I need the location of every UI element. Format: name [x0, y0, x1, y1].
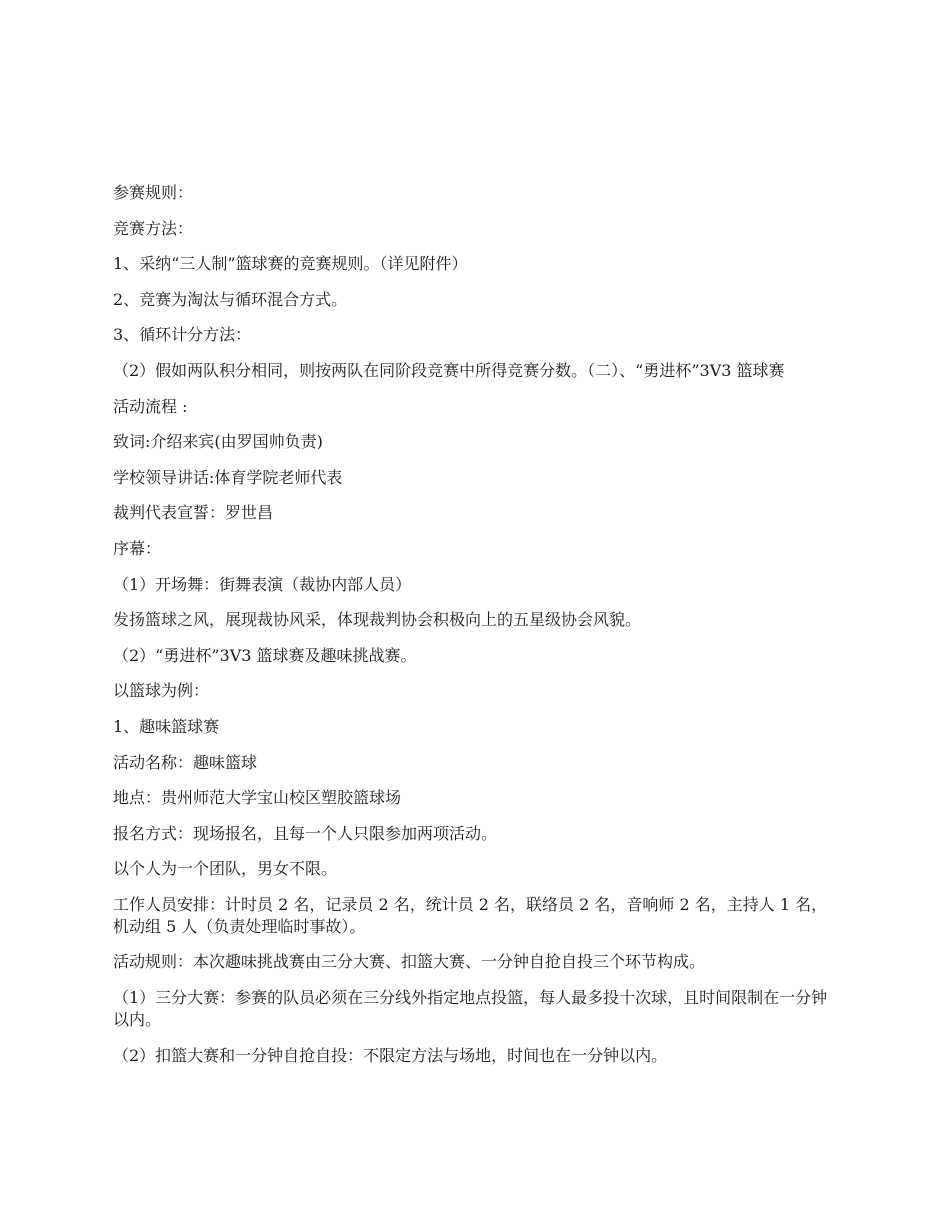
- paragraph-activity-rules: 活动规则：本次趣味挑战赛由三分大赛、扣篮大赛、一分钟自抢自投三个环节构成。: [113, 952, 706, 972]
- paragraph-registration: 报名方式：现场报名，且每一个人只限参加两项活动。: [113, 823, 498, 843]
- paragraph-rule-2: 2、竞赛为淘汰与循环混合方式。: [113, 289, 348, 309]
- paragraph-leader-speech: 学校领导讲话:体育学院老师代表: [113, 467, 343, 487]
- document-body: [113, 182, 841, 1080]
- paragraph-three-point: （1）三分大赛：参赛的队员必须在三分线外指定地点投篮，每人最多投十次球，且时间限制在一分钟以内。: [113, 988, 828, 1030]
- paragraph-cup-games: （2）“勇进杯”3V3 篮球赛及趣味挑战赛。: [113, 645, 417, 665]
- paragraph-location: 地点：贵州师范大学宝山校区塑胶篮球场: [113, 788, 402, 808]
- paragraph-prelude: 序幕：: [113, 538, 162, 558]
- paragraph-referee-oath: 裁判代表宣誓：罗世昌: [113, 503, 274, 523]
- paragraph-staff: 工作人员安排：计时员 2 名，记录员 2 名，统计员 2 名，联络员 2 名，音响师 2 名，主持人 1 名，机动组 5 人（负责处理临时事故）。: [113, 894, 828, 936]
- paragraph-rule-3: 3、循环计分方法：: [113, 325, 252, 345]
- paragraph-opening-dance: （1）开场舞：街舞表演（裁协内部人员）: [113, 574, 412, 594]
- paragraph-rules-heading: 参赛规则：: [113, 183, 194, 202]
- paragraph-rule-1: 1、采纳“三人制”篮球赛的竞赛规则。（详见附件）: [113, 254, 468, 274]
- paragraph-activity-name: 活动名称：趣味篮球: [113, 752, 258, 772]
- paragraph-activity-flow: 活动流程 :: [113, 396, 188, 416]
- paragraph-welcome-speech: 致词:介绍来宾(由罗国帅负责): [113, 432, 323, 452]
- paragraph-spirit: 发扬篮球之风，展现裁协风采，体现裁判协会积极向上的五星级协会风貌。: [113, 610, 642, 630]
- paragraph-team: 以个人为一个团队，男女不限。: [113, 859, 338, 879]
- paragraph-tie-break: （2）假如两队积分相同，则按两队在同阶段竞赛中所得竞赛分数。（二）、“勇进杯”3V3 篮球赛: [113, 360, 785, 380]
- paragraph-example: 以篮球为例：: [113, 681, 210, 701]
- paragraph-competition-method: 竞赛方法：: [113, 218, 194, 238]
- paragraph-fun-game: 1、趣味篮球赛: [113, 716, 220, 736]
- paragraph-dunk: （2）扣篮大赛和一分钟自抢自投：不限定方法与场地，时间也在一分钟以内。: [113, 1045, 668, 1065]
